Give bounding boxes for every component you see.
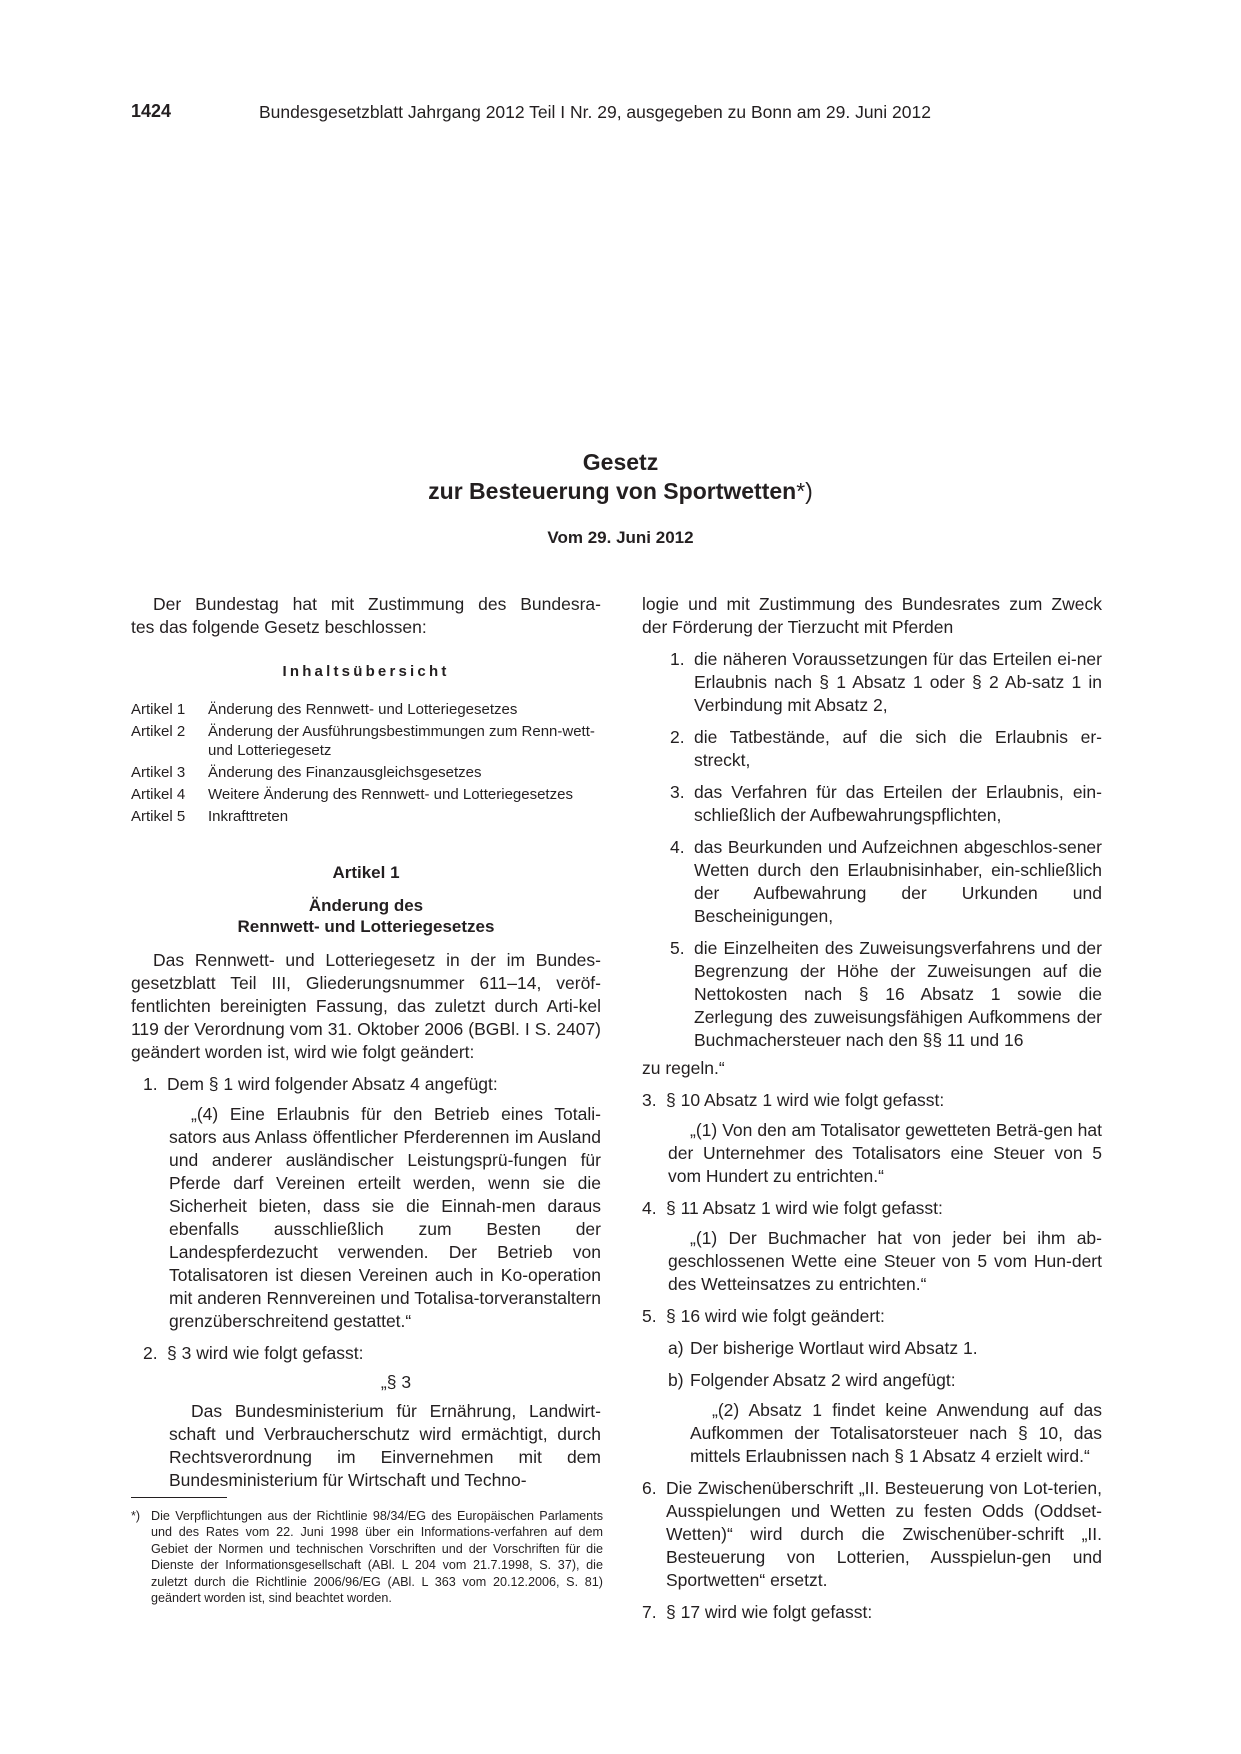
item-text: die Einzelheiten des Zuweisungsverfahrens und der Begrenzung der Höhe der Zuweisungen auf die Nettokosten nach § 16 Absatz 1 sowie die Zerlegung des zuweisungsfähigen Aufkommens der Buchmachersteuer nach den §§ 11 und 16: [694, 938, 1102, 1050]
item-text: die näheren Voraussetzungen für das Erteilen ei-ner Erlaubnis nach § 1 Absatz 1 oder § 2 Ab-satz 1 in Verbindung mit Absatz 2,: [694, 649, 1102, 715]
toc-article: Artikel 2: [131, 723, 186, 740]
left-column: [131, 593, 601, 1492]
item-number: 1.: [670, 649, 685, 669]
continuation: logie und mit Zustimmung des Bundesrates zum Zweck der Förderung der Tierzucht mit Pferden: [642, 594, 1102, 637]
footnote-text: Die Verpflichtungen aus der Richtlinie 98/34/EG des Europäischen Parlaments und des Rates vom 22. Juni 1998 über ein Informations-verfahren auf dem Gebiet der Normen und technischen Vorschriften und der Vorschriften für die Dienste der Informationsgesellschaft (ABl. L 204 vom 21.7.1998, S. 37), die zuletzt durch die Richtlinie 2006/96/EG (ABl. L 363 vom 20.12.2006, S. 81) geändert worden ist, sind beachtet worden.: [151, 1509, 603, 1606]
item-text: Die Zwischenüberschrift „II. Besteuerung von Lot-terien, Ausspielungen und Wetten zu festen Odds (Oddset-Wetten)“ wird durch die Zwischenüber-schrift „II. Besteuerung von Lotterien, Ausspielun-gen und Sportwetten“ ersetzt.: [666, 1478, 1102, 1590]
law-title-line1: Gesetz: [582, 449, 659, 475]
toc-heading: Inhaltsübersicht: [282, 663, 450, 680]
list-item: [670, 836, 1102, 928]
sub-item-letter: b): [668, 1370, 684, 1390]
item-number: 7.: [642, 1602, 657, 1622]
law-date: Vom 29. Juni 2012: [547, 528, 694, 547]
toc: [131, 700, 601, 826]
list-item: [642, 1305, 1102, 1328]
toc-text: Änderung der Ausführungsbestimmungen zum Renn-wett- und Lotteriegesetz: [208, 723, 595, 759]
item-number: 3.: [670, 782, 685, 802]
item-text: das Verfahren für das Erteilen der Erlaubnis, ein-schließlich der Aufbewahrungspflichten,: [694, 782, 1102, 825]
item-text: § 17 wird wie folgt gefasst:: [666, 1602, 873, 1622]
toc-article: Artikel 4: [131, 786, 186, 803]
item-number: 6.: [642, 1478, 657, 1498]
toc-text: Änderung des Rennwett- und Lotteriegesetzes: [208, 701, 518, 718]
item-text: das Beurkunden und Aufzeichnen abgeschlos-sener Wetten durch den Erlaubnisinhaber, ein-schließlich der Aufbewahrung der Urkunden und Bescheinigungen,: [694, 837, 1102, 926]
toc-text: Weitere Änderung des Rennwett- und Lotteriegesetzes: [208, 786, 573, 803]
list-item: [670, 781, 1102, 827]
law-title: [0, 448, 1241, 506]
law-title-line2: zur Besteuerung von Sportwetten: [428, 478, 797, 504]
item-number: 4.: [642, 1198, 657, 1218]
list-item: [670, 648, 1102, 717]
article-title-line1: Änderung des: [308, 896, 424, 915]
sub-item: [642, 1337, 1102, 1360]
list-item: [642, 1089, 1102, 1112]
amendment-quote: „(1) Von den am Totalisator gewetteten Beträ-gen hat der Unternehmer des Totalisators eine Steuer von 5 vom Hundert zu entrichten.“: [668, 1120, 1102, 1186]
list-item: [131, 1342, 601, 1365]
page-number: 1424: [131, 101, 172, 121]
right-column: [642, 593, 1102, 1624]
article-intro: Das Rennwett- und Lotteriegesetz in der im Bundes-gesetzblatt Teil III, Gliederungsnummer 611–14, veröf-fentlichten bereinigten Fassung, das zuletzt durch Arti-kel 119 der Verordnung vom 31. Oktober 2006 (BGBl. I S. 2407) geändert worden ist, wird wie folgt geändert:: [131, 950, 601, 1062]
toc-row: [131, 807, 601, 826]
list-item: [642, 1601, 1102, 1624]
preamble-line1: Der Bundestag hat mit Zustimmung des Bundesra-: [153, 594, 601, 614]
item-number: 1.: [143, 1074, 158, 1094]
list-item: [670, 726, 1102, 772]
toc-article: Artikel 1: [131, 701, 186, 718]
list-item: [642, 1197, 1102, 1220]
item-text: Dem § 1 wird folgender Absatz 4 angefügt:: [167, 1074, 498, 1094]
item-text: § 10 Absatz 1 wird wie folgt gefasst:: [666, 1090, 945, 1110]
item-number: 5.: [670, 938, 685, 958]
sub-item: [642, 1369, 1102, 1392]
footnote-mark: *): [796, 478, 813, 504]
item-text: § 16 wird wie folgt geändert:: [666, 1306, 885, 1326]
list-item: [642, 1477, 1102, 1592]
amendment-quote: „(1) Der Buchmacher hat von jeder bei ihm ab-geschlossenen Wette eine Steuer von 5 vom Hun-dert des Wetteinsatzes zu entrichten.“: [668, 1228, 1102, 1294]
toc-text: Änderung des Finanzausgleichsgesetzes: [208, 764, 482, 781]
toc-text: Inkrafttreten: [208, 808, 289, 825]
toc-article: Artikel 3: [131, 764, 186, 781]
toc-row: [131, 722, 601, 760]
item-number: 2.: [143, 1343, 158, 1363]
article-title: [131, 895, 601, 937]
toc-row: [131, 785, 601, 804]
item-number: 5.: [642, 1306, 657, 1326]
article-number: Artikel 1: [332, 863, 400, 882]
footnote-marker: *): [131, 1509, 141, 1523]
item-text: § 11 Absatz 1 wird wie folgt gefasst:: [666, 1198, 943, 1218]
amendment-quote: Das Bundesministerium für Ernährung, Landwirt-schaft und Verbraucherschutz wird ermächtigt, durch Rechtsverordnung im Einvernehmen mit dem Bundesministerium für Wirtschaft und Techno-: [169, 1401, 601, 1490]
item-number: 3.: [642, 1090, 657, 1110]
toc-row: [131, 700, 601, 719]
amendment-quote: „(4) Eine Erlaubnis für den Betrieb eines Totali-sators aus Anlass öffentlicher Pferderennen im Ausland und anderer ausländischer Leistungsprü-fungen für Pferde darf Vereinen erteilt werden, wenn sie die Sicherheit bieten, dass sie die Einnah-men daraus ebenfalls ausschließlich zum Besten der Landespferdezucht verwenden. Der Betrieb von Totalisatoren ist diesen Vereinen auch in Ko-operation mit anderen Rennvereinen und Totalisa-torveranstaltern grenzüberschreitend gestattet.“: [169, 1104, 601, 1331]
item-text: § 3 wird wie folgt gefasst:: [167, 1343, 364, 1363]
footnote-rule: [131, 1497, 227, 1498]
article-title-line2: Rennwett- und Lotteriegesetzes: [237, 917, 495, 936]
item-text: die Tatbestände, auf die sich die Erlaubnis er-streckt,: [694, 727, 1102, 770]
preamble-line2: tes das folgende Gesetz beschlossen:: [131, 617, 427, 637]
item-number: 2.: [670, 727, 685, 747]
sub-item-letter: a): [668, 1338, 684, 1358]
toc-row: [131, 763, 601, 782]
closing-text: zu regeln.“: [642, 1058, 725, 1078]
list-item: [131, 1073, 601, 1096]
item-number: 4.: [670, 837, 685, 857]
toc-article: Artikel 5: [131, 808, 186, 825]
running-head: Bundesgesetzblatt Jahrgang 2012 Teil I Nr. 29, ausgegeben zu Bonn am 29. Juni 2012: [259, 102, 931, 122]
list-item: [670, 937, 1102, 1052]
footnote: [131, 1508, 603, 1606]
sub-item-text: Folgender Absatz 2 wird angefügt:: [690, 1370, 956, 1390]
paragraph-sign: „§ 3: [380, 1372, 412, 1392]
ordinance-list: [642, 648, 1102, 1052]
sub-item-text: Der bisherige Wortlaut wird Absatz 1.: [690, 1338, 978, 1358]
amendment-quote: „(2) Absatz 1 findet keine Anwendung auf das Aufkommen der Totalisatorsteuer nach § 10, das mittels Erlaubnissen nach § 1 Absatz 4 erzielt wird.“: [690, 1400, 1102, 1466]
